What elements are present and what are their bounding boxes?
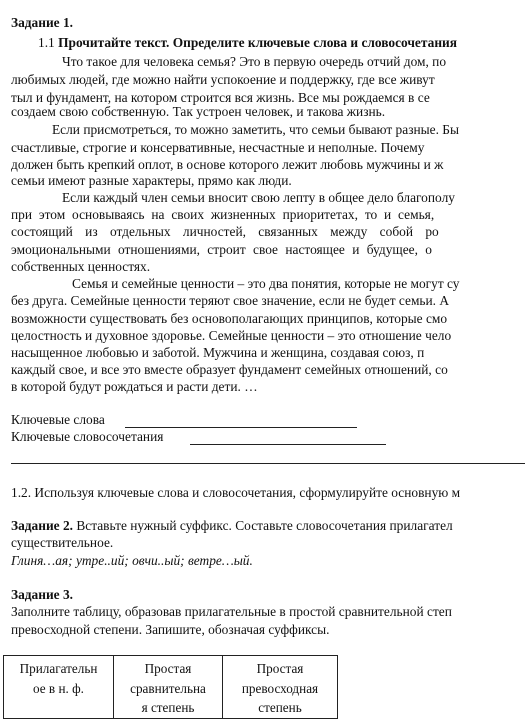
keywords-answer-line[interactable]	[125, 427, 357, 428]
header-text: ое в н. ф.	[33, 680, 84, 696]
table-header-row	[4, 656, 338, 719]
header-text: Простая	[144, 661, 192, 676]
table-header-cell	[114, 656, 223, 719]
text-line: Семья и семейные ценности – это два понятия, которые не могут су	[72, 276, 460, 291]
text-line: состоящий из отдельных личностей, связанных между собой ро	[11, 224, 439, 239]
task2-text-1: Вставьте нужный суффикс. Составьте словосочетания прилагател	[73, 518, 453, 533]
task1-title: Задание 1.	[11, 15, 73, 30]
text-line: насыщенное любовью и заботой. Мужчина и женщина, создавая союз, п	[11, 345, 425, 360]
task3-text-1: Заполните таблицу, образовав прилагательные в простой сравнительной степ	[11, 604, 452, 619]
task1-subtitle	[38, 35, 457, 51]
keyphrases-label: Ключевые словосочетания	[11, 429, 164, 444]
keywords-label: Ключевые слова	[11, 412, 105, 427]
text-line: любимых людей, где можно найти успокоение и поддержку, где все живут	[11, 72, 435, 87]
divider	[11, 463, 525, 464]
table-header-cell	[4, 656, 114, 719]
text-line: эмоциональными отношениями, строит свое настоящее и будущее, о	[11, 242, 432, 257]
header-text: сравнительна	[130, 680, 206, 696]
header-text: Простая	[256, 661, 304, 676]
task3-text-2: превосходной степени. Запишите, обозначая суффиксы.	[11, 622, 330, 637]
text-line: каждый свое, и все это вместе образует фундамент семейных отношений, со	[11, 362, 448, 377]
text-line: тыл и фундамент, на котором строится вся жизнь. Все мы рождаемся в се	[11, 90, 430, 105]
task2-title: Задание 2.	[11, 518, 73, 533]
text-line: возможности существовать без основополагающих принципов, которые смо	[11, 311, 448, 326]
text-line: Если присмотреться, то можно заметить, что семьи бывают разные. Бы	[52, 122, 459, 137]
text-line: при этом основываясь на своих жизненных приоритетах, то и семья,	[11, 207, 435, 222]
header-text: я степень	[141, 700, 195, 715]
text-line: семьи имеют разные характеры, прямо как люди.	[11, 173, 292, 188]
text-line: счастливые, строгие и консервативные, несчастные и неполные. Почему	[11, 140, 425, 155]
header-text: Прилагательн	[19, 661, 98, 676]
text-line: целостность и духовное здоровье. Семейные ценности – это отношение чело	[11, 328, 452, 343]
text-line: в которой будут рождаться и расти дети. …	[11, 379, 258, 394]
task1-sub-number: 1.1	[38, 35, 59, 50]
task2-text-2: существительное.	[11, 535, 114, 550]
keyphrases-answer-line[interactable]	[190, 444, 386, 445]
header-text: превосходная	[241, 680, 319, 696]
comparison-table	[3, 655, 338, 719]
task1-question-2: 1.2. Используя ключевые слова и словосочетания, сформулируйте основную м	[11, 485, 461, 500]
text-line: создаем свою собственную. Так устроен человек, и такова жизнь.	[11, 104, 386, 119]
header-text: степень	[258, 700, 302, 715]
text-line: Что такое для человека семья? Это в первую очередь отчий дом, по	[62, 54, 447, 69]
task2-heading	[11, 518, 453, 534]
text-line: собственных ценностях.	[11, 259, 151, 274]
table-header-cell	[223, 656, 338, 719]
task2-words: Глиня…ая; утре..ий; овчи..ый; ветре…ый.	[11, 553, 253, 568]
text-line: должен быть крепкий оплот, в основе которого лежит любовь мужчины и ж	[11, 157, 444, 172]
text-line: Если каждый член семьи вносит свою лепту в общее дело благополу	[62, 190, 455, 205]
task3-title: Задание 3.	[11, 587, 73, 602]
task1-sub-heading: Прочитайте текст. Определите ключевые слова и словосочетания	[58, 35, 457, 50]
text-line: без друга. Семейные ценности теряют свое значение, если не будет семьи. А	[11, 293, 450, 308]
